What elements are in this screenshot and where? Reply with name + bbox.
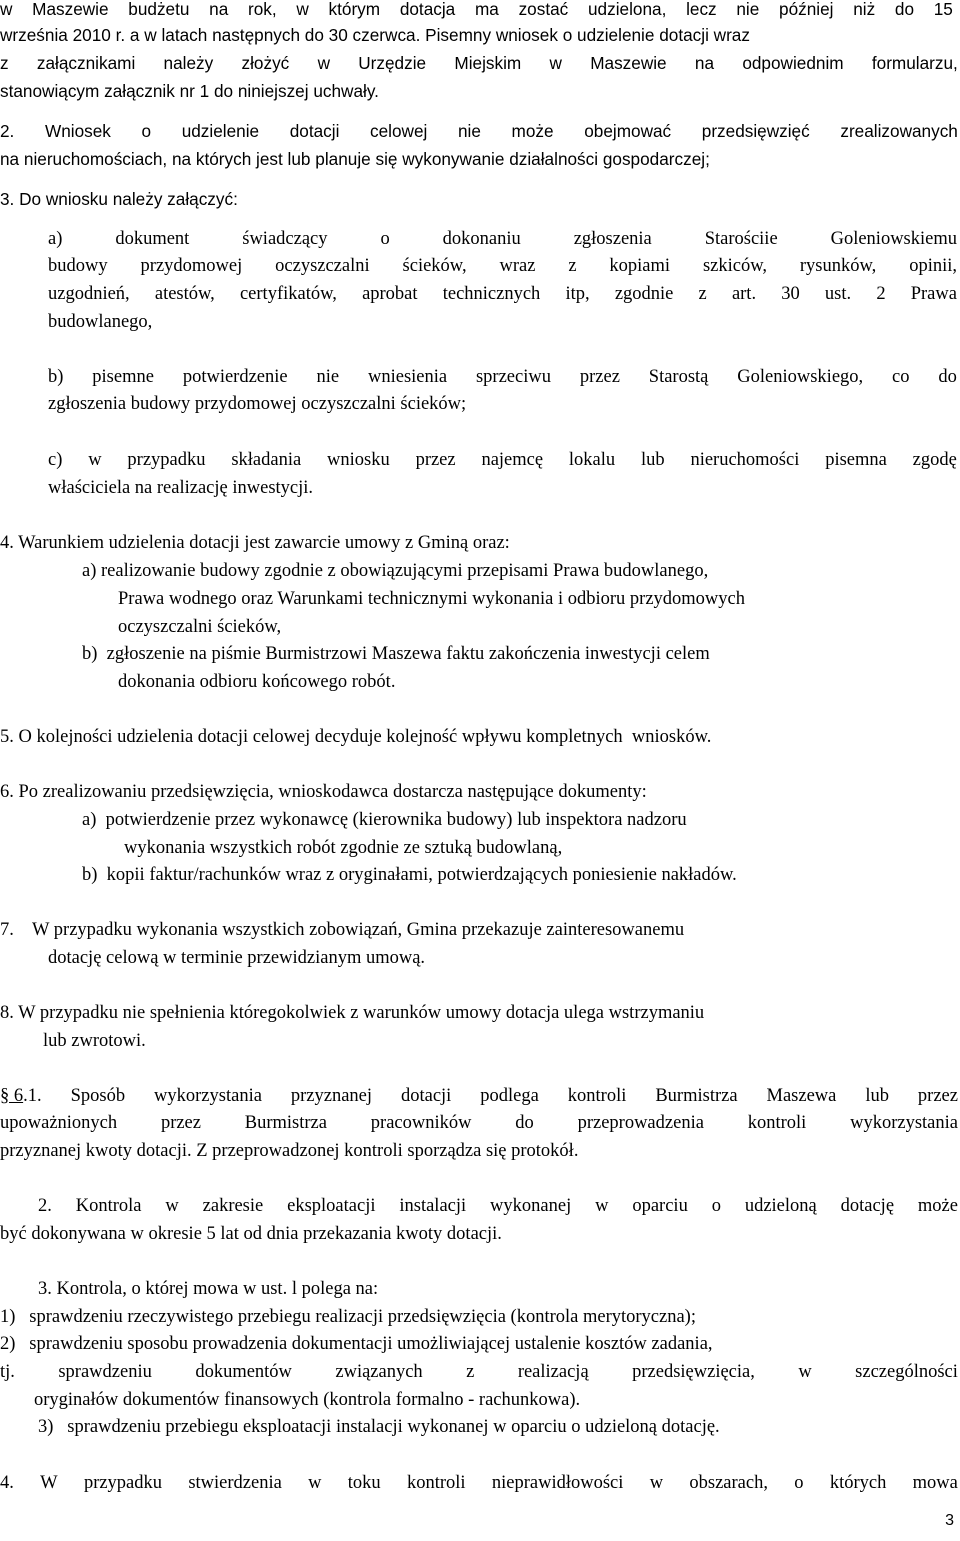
word: Maszewie xyxy=(590,53,667,73)
page-number: 3 xyxy=(945,1512,954,1529)
word: ścieków, xyxy=(402,256,467,276)
word: W xyxy=(40,1473,58,1493)
word: kopiami xyxy=(609,256,671,276)
word: co xyxy=(892,367,910,387)
word: 2. xyxy=(0,121,15,141)
text-line: września 2010 r. a w latach następnych do 30 czerwca. Pisemny wniosek o udzielenie dotacji wraz xyxy=(0,25,750,45)
text-line: dotację celową w terminie przewidzianym umową. xyxy=(48,948,426,968)
word: składania xyxy=(231,450,302,470)
word: do xyxy=(938,367,957,387)
text-line: dokonania odbioru końcowego robót. xyxy=(118,672,396,692)
word: o xyxy=(711,1196,721,1216)
word: lub xyxy=(640,450,665,470)
text-line xyxy=(48,253,957,279)
word: mowa xyxy=(912,1473,958,1493)
text-line xyxy=(0,1110,958,1136)
word: budowy xyxy=(48,256,108,276)
word: przeprowadzenia xyxy=(577,1113,704,1133)
word: przedsięwzięcia, xyxy=(632,1362,755,1382)
text-line xyxy=(0,1359,958,1385)
word: o xyxy=(380,229,390,249)
word: niż xyxy=(853,0,876,19)
word: którym xyxy=(328,0,381,19)
word: przyznanej xyxy=(290,1086,373,1106)
word: dokonaniu xyxy=(442,229,521,249)
text-line xyxy=(38,1193,958,1219)
text-line xyxy=(48,281,957,307)
text-line xyxy=(0,1083,958,1109)
text-line: oczyszczalni ścieków, xyxy=(118,617,282,637)
text-line: 6. Po zrealizowaniu przedsięwzięcia, wnioskodawca dostarcza następujące dokumenty: xyxy=(0,782,647,802)
word: Urzędzie xyxy=(358,53,427,73)
word: wniosku xyxy=(327,450,390,470)
word: itp, xyxy=(565,284,590,304)
word: eksploatacji xyxy=(287,1196,376,1216)
word: w xyxy=(296,0,309,19)
word: 2 xyxy=(876,284,886,304)
text-line: wykonania wszystkich robót zgodnie ze sztuką budowlaną, xyxy=(124,838,563,858)
word: przez xyxy=(160,1113,201,1133)
word: Maszewie xyxy=(32,0,109,19)
word: odpowiednim xyxy=(742,53,844,73)
text-line: zgłoszenia budowy przydomowej oczyszczalni ścieków; xyxy=(48,394,467,414)
text-line: b) kopii faktur/rachunków wraz z oryginałami, potwierdzających poniesienie nakładów. xyxy=(82,865,737,885)
word: dotacja xyxy=(399,0,456,19)
word: a) xyxy=(48,229,63,249)
word: wykorzystania xyxy=(850,1113,958,1133)
text-line xyxy=(0,50,958,76)
text-line: przyznanej kwoty dotacji. Z przeprowadzonej kontroli sporządza się protokół. xyxy=(0,1141,579,1161)
word: przypadku xyxy=(127,450,206,470)
text-line: 4. Warunkiem udzielenia dotacji jest zawarcie umowy z Gminą oraz: xyxy=(0,533,510,553)
word: w xyxy=(595,1196,609,1216)
word: nie xyxy=(316,367,340,387)
word: dotacji xyxy=(289,121,340,141)
word: udzielona, xyxy=(587,0,667,19)
word: 30 xyxy=(781,284,800,304)
word: przez xyxy=(415,450,456,470)
word: atestów, xyxy=(154,284,215,304)
text-line: 8. W przypadku nie spełnienia któregokolwiek z warunków umowy dotacja ulega wstrzymaniu xyxy=(0,1003,705,1023)
word: przez xyxy=(917,1086,958,1106)
word: Kontrola xyxy=(75,1196,142,1216)
word: nieprawidłowości xyxy=(491,1473,624,1493)
word: Starostą xyxy=(648,367,709,387)
word: może xyxy=(511,121,554,141)
word: o xyxy=(794,1473,804,1493)
word: dokument xyxy=(115,229,190,249)
text-line: 3) sprawdzeniu przebiegu eksploatacji instalacji wykonanej w oparciu o udzieloną dotację. xyxy=(38,1417,720,1437)
word: b) xyxy=(48,367,64,387)
word: na xyxy=(694,53,715,73)
word: dokumentów xyxy=(195,1362,292,1382)
word: do xyxy=(894,0,915,19)
text-line xyxy=(0,0,953,22)
word: pisemne xyxy=(92,367,154,387)
word: na xyxy=(209,0,229,19)
word: z xyxy=(0,53,9,73)
word: Wniosek xyxy=(44,121,111,141)
word: oczyszczalni xyxy=(275,256,370,276)
word: 4. xyxy=(0,1473,14,1493)
word: c) xyxy=(48,450,63,470)
word: wraz xyxy=(499,256,536,276)
word: w xyxy=(549,53,562,73)
word: związanych xyxy=(335,1362,423,1382)
word: sprawdzeniu xyxy=(58,1362,152,1382)
word: których xyxy=(829,1473,887,1493)
text-line: 3. Do wniosku należy załączyć: xyxy=(0,189,238,209)
word: Sposób xyxy=(70,1086,126,1106)
text-line: właściciela na realizację inwestycji. xyxy=(48,478,314,498)
text-line: budowlanego, xyxy=(48,312,153,332)
word: Starościie xyxy=(704,229,778,249)
word: oparciu xyxy=(632,1196,688,1216)
text-line: b) zgłoszenie na piśmie Burmistrzowi Maszewa faktu zakończenia inwestycji celem xyxy=(82,644,710,664)
word: tj. xyxy=(0,1362,15,1382)
word: 15 xyxy=(933,0,953,19)
word: certyfikatów, xyxy=(239,284,337,304)
word: kontroli xyxy=(406,1473,466,1493)
word: przez xyxy=(579,367,620,387)
text-line: 2) sprawdzeniu sposobu prowadzenia dokumentacji umożliwiającej ustalenie kosztów zadania, xyxy=(0,1334,713,1354)
word: budżetu xyxy=(128,0,190,19)
word: pracowników xyxy=(370,1113,472,1133)
word: przedsięwzięć xyxy=(701,121,810,141)
text-line xyxy=(48,364,957,390)
text-line: 1) sprawdzeniu rzeczywistego przebiegu realizacji przedsięwzięcia (kontrola merytoryczna); xyxy=(0,1307,696,1327)
word: zgłoszenia xyxy=(573,229,652,249)
word: obszarach, xyxy=(689,1473,768,1493)
word: § 6.1. xyxy=(0,1086,42,1106)
text-line: 3. Kontrola, o której mowa w ust. l polega na: xyxy=(38,1279,379,1299)
word: zgodę xyxy=(912,450,957,470)
word: złożyć xyxy=(241,53,290,73)
word: Goleniowskiego, xyxy=(737,367,864,387)
word: o xyxy=(141,121,152,141)
text-line xyxy=(0,118,958,144)
word: 2. xyxy=(38,1196,52,1216)
word: opinii, xyxy=(909,256,957,276)
text-line xyxy=(0,1470,958,1496)
word: uzgodnień, xyxy=(48,284,130,304)
word: Prawa xyxy=(910,284,957,304)
word: zostać xyxy=(518,0,569,19)
text-line: a) potwierdzenie przez wykonawcę (kierownika budowy) lub inspektora nadzoru xyxy=(82,810,687,830)
word: z xyxy=(466,1362,475,1382)
word: aprobat xyxy=(362,284,418,304)
word: zrealizowanych xyxy=(840,121,958,141)
word: wniesienia xyxy=(367,367,448,387)
word: wykorzystania xyxy=(154,1086,262,1106)
word: potwierdzenie xyxy=(182,367,288,387)
word: lecz xyxy=(686,0,717,19)
text-line xyxy=(48,447,957,473)
word: świadczący xyxy=(242,229,328,249)
word: w xyxy=(317,53,330,73)
word: z xyxy=(568,256,577,276)
word: lub xyxy=(865,1086,889,1106)
text-line: a) realizowanie budowy zgodnie z obowiązującymi przepisami Prawa budowlanego, xyxy=(82,561,709,581)
word: przydomowej xyxy=(140,256,243,276)
word: formularzu, xyxy=(871,53,958,73)
text-line: być dokonywana w okresie 5 lat od dnia przekazania kwoty dotacji. xyxy=(0,1224,502,1244)
word: z xyxy=(698,284,707,304)
word: w xyxy=(88,450,102,470)
text-line xyxy=(48,226,957,252)
word: szczególności xyxy=(855,1362,958,1382)
word: stwierdzenia xyxy=(188,1473,282,1493)
word: w xyxy=(308,1473,322,1493)
word: kontroli xyxy=(747,1113,807,1133)
word: nie xyxy=(736,0,760,19)
word: dotację xyxy=(840,1196,895,1216)
word: szkiców, xyxy=(702,256,767,276)
text-line: lub zwrotowi. xyxy=(43,1031,146,1051)
word: załącznikami xyxy=(36,53,136,73)
word: może xyxy=(917,1196,958,1216)
word: lokalu xyxy=(568,450,616,470)
word: zakresie xyxy=(202,1196,264,1216)
word: później xyxy=(779,0,834,19)
word: Goleniowskiemu xyxy=(830,229,957,249)
word: przypadku xyxy=(83,1473,163,1493)
word: nieruchomości xyxy=(690,450,800,470)
word: podlega xyxy=(480,1086,539,1106)
text-line: Prawa wodnego oraz Warunkami technicznymi wykonania i odbioru przydomowych xyxy=(118,589,745,609)
word: art. xyxy=(731,284,757,304)
text-line: 5. O kolejności udzielenia dotacji celowej decyduje kolejność wpływu kompletnych wniosków. xyxy=(0,727,712,747)
word: należy xyxy=(163,53,214,73)
text-line: stanowiącym załącznik nr 1 do niniejszej uchwały. xyxy=(0,81,379,101)
word: w xyxy=(649,1473,664,1493)
word: ma xyxy=(474,0,499,19)
word: Maszewa xyxy=(766,1086,837,1106)
word: Burmistrza xyxy=(655,1086,738,1106)
text-line: oryginałów dokumentów finansowych (kontrola formalno - rachunkowa). xyxy=(34,1390,581,1410)
word: realizacją xyxy=(517,1362,589,1382)
word: toku xyxy=(347,1473,381,1493)
text-line: 7. W przypadku wykonania wszystkich zobowiązań, Gmina przekazuje zainteresowanemu xyxy=(0,920,685,940)
word: upoważnionych xyxy=(0,1113,118,1133)
word: w xyxy=(165,1196,179,1216)
word: Miejskim xyxy=(454,53,522,73)
word: rok, xyxy=(248,0,277,19)
word: udzieloną xyxy=(744,1196,817,1216)
text-line: na nieruchomościach, na których jest lub planuje się wykonywanie działalności gospodarczej; xyxy=(0,149,710,169)
word: nie xyxy=(457,121,481,141)
word: kontroli xyxy=(567,1086,627,1106)
word: wykonanej xyxy=(490,1196,572,1216)
word: Burmistrza xyxy=(244,1113,327,1133)
word: w xyxy=(0,0,13,19)
word: do xyxy=(515,1113,534,1133)
word: rysunków, xyxy=(799,256,877,276)
word: technicznych xyxy=(442,284,541,304)
word: zgodnie xyxy=(614,284,674,304)
word: celowej xyxy=(370,121,428,141)
word: sprzeciwu xyxy=(475,367,551,387)
word: w xyxy=(798,1362,812,1382)
section-number: § 6 xyxy=(0,1086,24,1106)
word: dotacji xyxy=(400,1086,452,1106)
word: obejmować xyxy=(584,121,672,141)
word: udzielenie xyxy=(181,121,260,141)
word: najemcę xyxy=(481,450,544,470)
word: pisemna xyxy=(825,450,887,470)
word: ust. xyxy=(824,284,852,304)
word: instalacji xyxy=(399,1196,467,1216)
